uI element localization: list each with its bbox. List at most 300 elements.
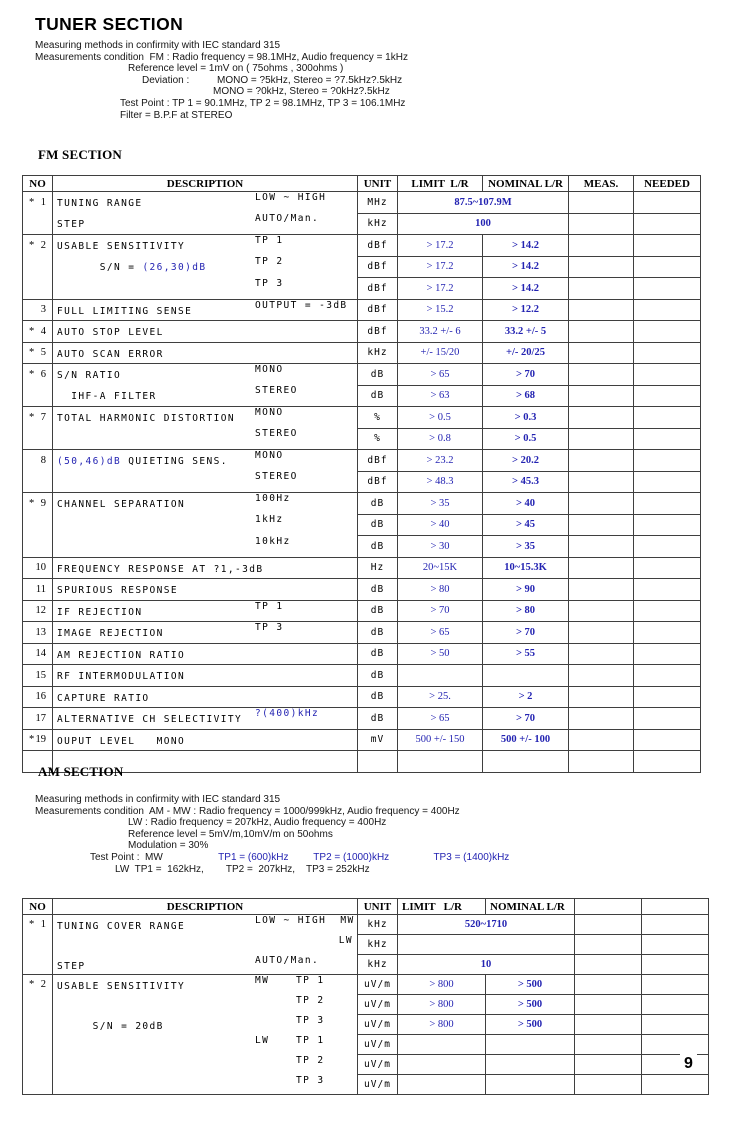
description-condition <box>255 708 319 729</box>
description-main <box>57 391 157 402</box>
row-number-text: 9 <box>40 498 46 509</box>
table-row <box>23 915 709 935</box>
nominal-cell: > 45.3 <box>483 471 569 493</box>
description-main <box>57 241 185 252</box>
row-number-cell <box>23 471 53 493</box>
nominal-cell: > 68 <box>483 385 569 407</box>
meas-cell <box>569 278 634 300</box>
text-segment: TP 1 <box>296 975 353 986</box>
unit-cell: dBf <box>358 235 398 257</box>
description <box>53 343 357 364</box>
unit-cell: dB <box>358 600 398 622</box>
description-cell <box>53 935 358 955</box>
description <box>53 1035 357 1055</box>
text-segment: TP 2 <box>255 256 284 267</box>
text-segment: Modulation = 30% <box>128 840 209 852</box>
needed-cell <box>634 557 701 579</box>
needed-cell <box>642 975 709 995</box>
text-segment: 100Hz <box>255 493 291 504</box>
description-condition <box>255 192 326 213</box>
table-row <box>23 299 701 321</box>
meas-cell <box>569 364 634 386</box>
table-row <box>23 686 701 708</box>
row-number <box>23 1055 52 1075</box>
description-cell <box>53 514 358 536</box>
highlighted-text: TP1 = (600)kHz TP2 = (1000)kHz TP3 = (1400)kHz <box>162 851 510 863</box>
row-number <box>23 536 52 557</box>
unit-cell: kHz <box>358 342 398 364</box>
fm-measuring-conditions <box>0 40 729 121</box>
text-segment: Deviation : MONO = ?5kHz, Stereo = ?7.5kHz?.5kHz <box>142 74 403 86</box>
highlighted-text: (50,46)dB <box>57 456 122 467</box>
limit-nominal-cell: 87.5~107.9M <box>398 192 569 214</box>
column-header: NEEDED <box>634 176 701 192</box>
meas-cell <box>569 686 634 708</box>
description <box>53 514 357 536</box>
row-number-cell <box>23 278 53 300</box>
description <box>53 493 357 514</box>
unit-cell <box>358 751 398 773</box>
text-segment: TOTAL HARMONIC DISTORTION <box>57 413 235 424</box>
description <box>53 256 357 278</box>
needed-cell <box>634 385 701 407</box>
limit-cell: > 25. <box>398 686 483 708</box>
row-number-text: 12 <box>35 605 46 617</box>
description <box>53 915 357 935</box>
description <box>53 385 357 406</box>
meas-cell <box>575 975 642 995</box>
row-number-cell <box>23 364 53 386</box>
text-segment: S/N = 20dB <box>57 1020 164 1032</box>
unit-cell: dBf <box>358 299 398 321</box>
text-segment: QUIETING SENS. <box>121 456 228 467</box>
needed-cell <box>634 622 701 644</box>
asterisk-mark: * <box>29 325 35 337</box>
row-number <box>23 514 52 536</box>
row-number-cell <box>23 665 53 687</box>
nominal-cell: > 20.2 <box>483 450 569 472</box>
limit-cell: > 0.8 <box>398 428 483 450</box>
text-line <box>0 63 729 75</box>
row-number-cell <box>23 975 53 995</box>
table-row <box>23 235 701 257</box>
description-main <box>57 456 228 467</box>
nominal-cell: > 55 <box>483 643 569 665</box>
row-number <box>23 1035 52 1055</box>
description-cell <box>53 955 358 975</box>
description-cell <box>53 643 358 665</box>
meas-cell <box>569 665 634 687</box>
row-number-text: 15 <box>35 669 46 681</box>
text-segment: Measuring methods in confirmity with IEC standard 315 <box>35 40 281 51</box>
text-segment: CAPTURE RATIO <box>57 692 150 704</box>
meas-cell <box>569 299 634 321</box>
description <box>53 450 357 471</box>
description <box>53 558 357 579</box>
description-condition <box>255 235 283 256</box>
description-cell <box>53 278 358 300</box>
description-condition <box>255 364 283 385</box>
needed-cell <box>634 514 701 536</box>
needed-cell <box>634 450 701 472</box>
table-row <box>23 955 709 975</box>
table-row <box>23 471 701 493</box>
description-main <box>57 198 142 209</box>
limit-cell: > 65 <box>398 622 483 644</box>
text-segment: MW <box>255 975 270 986</box>
description-condition <box>255 1035 269 1055</box>
meas-cell <box>569 514 634 536</box>
row-number-cell <box>23 1075 53 1095</box>
description <box>53 192 357 213</box>
asterisk-mark: * <box>29 919 35 931</box>
row-number-text: 2 <box>40 979 46 991</box>
row-number-cell <box>23 321 53 343</box>
unit-cell: % <box>358 428 398 450</box>
text-segment: ALTERNATIVE CH SELECTIVITY <box>57 714 243 725</box>
needed-cell <box>634 536 701 558</box>
needed-cell <box>642 915 709 935</box>
text-segment: TP 1 <box>255 235 284 246</box>
table-row <box>23 428 701 450</box>
limit-cell: 500 +/- 150 <box>398 729 483 751</box>
table-row <box>23 975 709 995</box>
meas-cell <box>569 536 634 558</box>
meas-cell <box>575 1055 642 1075</box>
table-row <box>23 278 701 300</box>
row-number-cell <box>23 493 53 515</box>
needed-cell <box>642 955 709 975</box>
unit-cell: Hz <box>358 557 398 579</box>
row-number-cell <box>23 299 53 321</box>
text-line <box>0 840 729 852</box>
table-row <box>23 1015 709 1035</box>
table-row <box>23 622 701 644</box>
limit-cell <box>398 1075 486 1095</box>
description-main <box>57 961 85 972</box>
text-segment: MONO <box>255 450 284 461</box>
text-segment: STEREO <box>255 471 298 482</box>
nominal-cell <box>486 1035 575 1055</box>
text-segment: STEREO <box>255 428 298 439</box>
text-segment: OUPUT LEVEL MONO <box>57 735 186 747</box>
limit-cell: 20~15K <box>398 557 483 579</box>
am-spec-table <box>22 898 709 1095</box>
row-number-cell <box>23 600 53 622</box>
page-title: TUNER SECTION <box>35 14 184 34</box>
description <box>53 955 357 975</box>
nominal-cell: 10~15.3K <box>483 557 569 579</box>
row-number-cell <box>23 686 53 708</box>
meas-cell <box>569 643 634 665</box>
limit-cell <box>398 751 483 773</box>
text-segment: IHF-A FILTER <box>57 391 157 402</box>
needed-cell <box>634 299 701 321</box>
limit-cell: > 23.2 <box>398 450 483 472</box>
row-number-cell <box>23 514 53 536</box>
text-segment: S/N = <box>57 262 143 273</box>
table-row <box>23 1035 709 1055</box>
limit-cell: > 80 <box>398 579 483 601</box>
text-line <box>0 864 729 876</box>
text-line <box>0 98 729 110</box>
unit-cell: dBf <box>358 321 398 343</box>
row-number <box>23 471 52 492</box>
needed-cell <box>634 686 701 708</box>
text-segment: CHANNEL SEPARATION <box>57 499 186 510</box>
limit-cell: > 40 <box>398 514 483 536</box>
row-number-cell <box>23 955 53 975</box>
description-main <box>57 370 121 381</box>
description-condition <box>255 407 283 428</box>
column-header: NO <box>23 176 53 192</box>
header-row <box>23 899 709 915</box>
limit-cell: > 15.2 <box>398 299 483 321</box>
description-main <box>57 306 192 317</box>
unit-cell: dB <box>358 643 398 665</box>
nominal-cell <box>486 1055 575 1075</box>
text-segment: 10kHz <box>255 535 291 547</box>
row-number-cell <box>23 708 53 730</box>
text-segment: TP 1 <box>296 1034 353 1046</box>
nominal-cell: > 14.2 <box>483 278 569 300</box>
text-segment: STEP <box>57 960 86 972</box>
description-main <box>57 262 207 273</box>
description-cell <box>53 536 358 558</box>
text-segment: OUTPUT = -3dB <box>255 299 348 311</box>
row-number-cell <box>23 915 53 935</box>
unit-cell: dB <box>358 622 398 644</box>
unit-cell: kHz <box>358 915 398 935</box>
asterisk-mark: * <box>29 979 35 991</box>
text-segment: AUTO/Man. <box>255 954 320 966</box>
row-number-cell <box>23 1055 53 1075</box>
row-number-text: 19 <box>35 734 46 746</box>
description-main <box>57 628 164 639</box>
description-condition <box>255 622 283 643</box>
description-main <box>57 714 242 725</box>
description <box>53 235 357 256</box>
row-number <box>23 235 52 256</box>
table-row <box>23 643 701 665</box>
page-number: 9 <box>680 1054 697 1074</box>
text-segment: Measurements condition AM - MW : Radio frequency = 1000/999kHz, Audio frequency = 400Hz <box>35 805 460 817</box>
description-cell <box>53 342 358 364</box>
table-row <box>23 1055 709 1075</box>
limit-cell <box>398 1055 486 1075</box>
text-segment: S/N RATIO <box>57 370 122 381</box>
table-row <box>23 600 701 622</box>
description <box>53 1075 357 1095</box>
table-row <box>23 407 701 429</box>
description <box>53 407 357 428</box>
description <box>53 579 357 600</box>
unit-cell: uV/m <box>358 1015 398 1035</box>
row-number-text: 11 <box>35 583 46 595</box>
asterisk-mark: * <box>29 240 35 251</box>
description-cell <box>53 1075 358 1095</box>
description-cell <box>53 493 358 515</box>
description <box>53 730 357 751</box>
fm-spec-table <box>22 175 701 773</box>
row-number-cell <box>23 1035 53 1055</box>
meas-cell <box>575 935 642 955</box>
nominal-cell: +/- 20/25 <box>483 342 569 364</box>
row-number-cell <box>23 995 53 1015</box>
description-cell <box>53 471 358 493</box>
table-row <box>23 321 701 343</box>
limit-cell <box>398 1035 486 1055</box>
nominal-cell: > 80 <box>483 600 569 622</box>
description <box>53 1055 357 1075</box>
description <box>53 213 357 234</box>
column-header: DESCRIPTION <box>53 899 358 915</box>
nominal-cell <box>483 665 569 687</box>
needed-cell <box>634 364 701 386</box>
text-segment: AUTO/Man. <box>255 213 320 224</box>
limit-cell: > 63 <box>398 385 483 407</box>
table-row <box>23 708 701 730</box>
text-segment: Test Point : TP 1 = 90.1MHz, TP 2 = 98.1MHz, TP 3 = 106.1MHz <box>120 97 406 109</box>
description <box>53 300 357 321</box>
description-cell <box>53 364 358 386</box>
description-cell <box>53 622 358 644</box>
description-testpoint <box>296 995 353 1015</box>
description-testpoint <box>296 1055 353 1075</box>
table-row <box>23 192 701 214</box>
column-header: LIMIT L/R <box>398 176 483 192</box>
description-cell <box>53 321 358 343</box>
highlighted-text: (26,30)dB <box>142 262 207 273</box>
nominal-cell: > 90 <box>483 579 569 601</box>
row-number-cell <box>23 385 53 407</box>
row-number <box>23 192 52 213</box>
description-condition <box>255 278 283 299</box>
description-cell <box>53 686 358 708</box>
table-row <box>23 579 701 601</box>
description-condition <box>255 601 283 622</box>
text-segment: Measurements condition FM : Radio frequency = 98.1MHz, Audio frequency = 1kHz <box>35 51 408 63</box>
description-cell <box>53 1035 358 1055</box>
text-segment: AUTO STOP LEVEL <box>57 327 164 338</box>
unit-cell: dB <box>358 536 398 558</box>
description <box>53 995 357 1015</box>
nominal-cell: > 0.5 <box>483 428 569 450</box>
row-number-cell <box>23 622 53 644</box>
description-cell <box>53 729 358 751</box>
text-segment: LOW ~ HIGH <box>255 192 327 203</box>
row-number <box>23 428 52 449</box>
row-number-text: 6 <box>40 369 46 380</box>
meas-cell <box>569 192 634 214</box>
row-number-cell <box>23 935 53 955</box>
limit-cell: > 17.2 <box>398 278 483 300</box>
text-segment: USABLE SENSITIVITY <box>57 241 186 252</box>
table-row <box>23 536 701 558</box>
row-number-cell <box>23 643 53 665</box>
asterisk-mark: * <box>29 369 35 380</box>
asterisk-mark: * <box>29 347 35 359</box>
unit-cell: dB <box>358 364 398 386</box>
meas-cell <box>569 751 634 773</box>
fm-section-heading: FM SECTION <box>38 147 122 162</box>
description-cell <box>53 235 358 257</box>
unit-cell: MHz <box>358 192 398 214</box>
unit-cell: dB <box>358 708 398 730</box>
description-cell <box>53 708 358 730</box>
description <box>53 665 357 686</box>
row-number-text: 17 <box>35 712 46 724</box>
description-cell <box>53 995 358 1015</box>
description-condition <box>255 385 298 406</box>
row-number <box>23 995 52 1015</box>
meas-cell <box>575 1075 642 1095</box>
nominal-cell: > 2 <box>483 686 569 708</box>
needed-cell <box>634 600 701 622</box>
nominal-cell <box>483 751 569 773</box>
description-testpoint <box>339 935 353 955</box>
row-number-text: 3 <box>40 304 46 316</box>
row-number <box>23 213 52 234</box>
meas-cell <box>569 213 634 235</box>
description-main <box>57 607 142 618</box>
description-main <box>57 981 185 992</box>
needed-cell <box>634 751 701 773</box>
unit-cell: kHz <box>358 213 398 235</box>
table-row <box>23 493 701 515</box>
nominal-cell: > 45 <box>483 514 569 536</box>
unit-cell: dBf <box>358 256 398 278</box>
text-segment: Reference level = 5mV/m,10mV/m on 50ohms <box>128 828 333 840</box>
meas-cell <box>575 1035 642 1055</box>
text-line <box>0 829 729 841</box>
meas-cell <box>569 321 634 343</box>
nominal-cell: > 70 <box>483 622 569 644</box>
row-number-cell <box>23 1015 53 1035</box>
row-number <box>23 256 52 278</box>
meas-cell <box>569 493 634 515</box>
text-segment: TUNING COVER RANGE <box>57 921 186 932</box>
row-number-text: 4 <box>40 325 46 337</box>
needed-cell <box>634 278 701 300</box>
table-row <box>23 935 709 955</box>
unit-cell: kHz <box>358 955 398 975</box>
row-number <box>23 579 52 600</box>
needed-cell <box>634 471 701 493</box>
column-header: MEAS. <box>569 176 634 192</box>
needed-cell <box>634 579 701 601</box>
nominal-cell <box>486 1075 575 1095</box>
column-header: NOMINAL L/R <box>483 176 569 192</box>
row-number-text: 14 <box>35 648 46 660</box>
description <box>53 975 357 995</box>
nominal-cell: > 14.2 <box>483 256 569 278</box>
needed-cell <box>634 643 701 665</box>
text-segment: MONO <box>255 364 284 375</box>
description-main <box>57 499 185 510</box>
needed-cell <box>634 256 701 278</box>
description-cell <box>53 579 358 601</box>
column-header: UNIT <box>358 899 398 915</box>
row-number <box>23 955 52 975</box>
description-cell <box>53 213 358 235</box>
description-condition <box>255 975 269 995</box>
unit-cell: dB <box>358 514 398 536</box>
description-testpoint <box>296 1075 353 1095</box>
description-main <box>57 327 164 338</box>
description-condition <box>255 300 348 321</box>
needed-cell <box>642 995 709 1015</box>
